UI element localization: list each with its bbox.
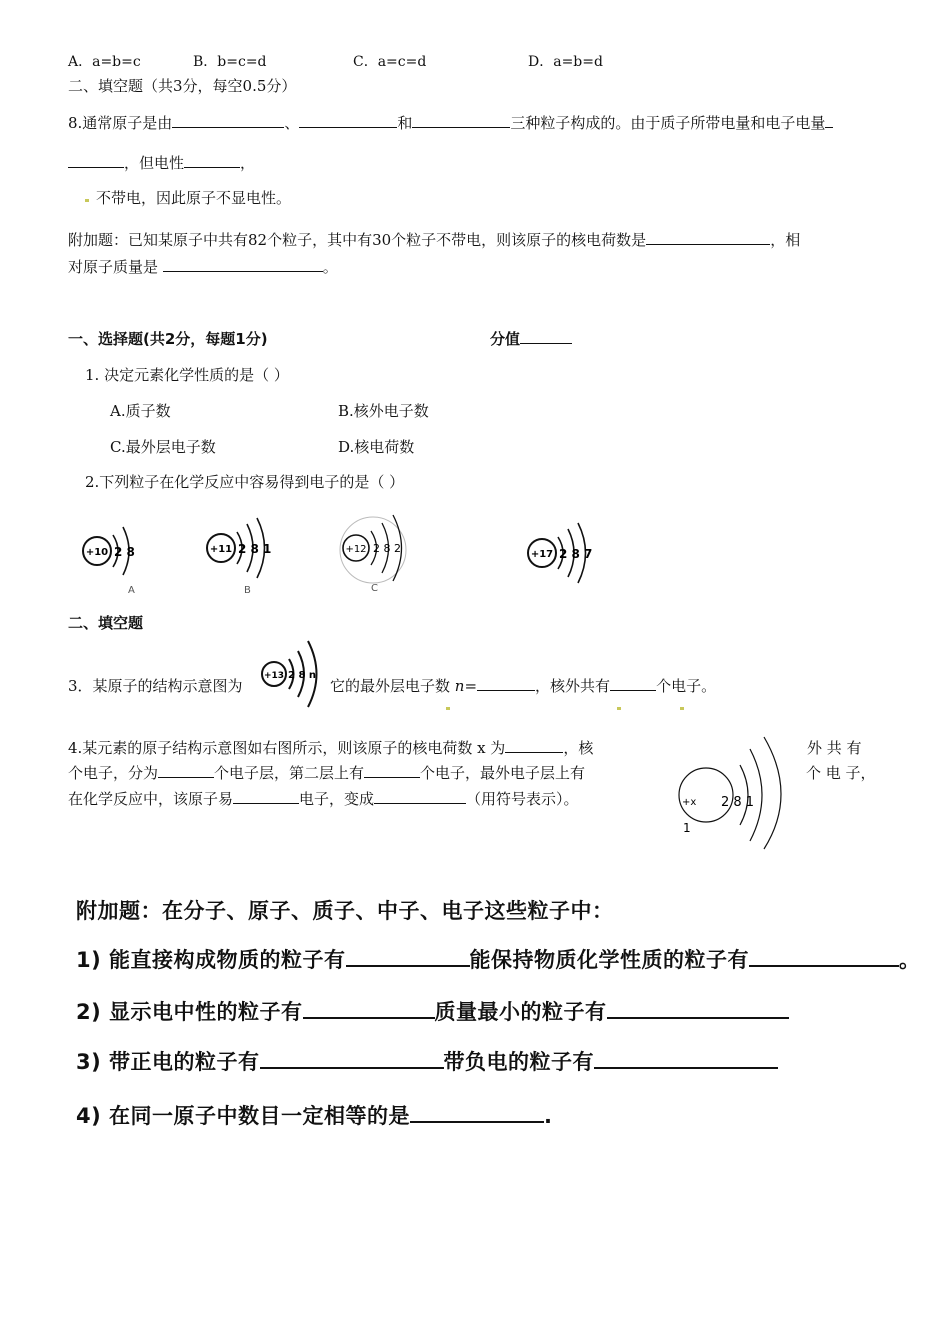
- section-title-fill: 二、填空题（共3分，每空0.5分）: [68, 77, 297, 95]
- nucleus-extra: 1: [683, 821, 691, 835]
- bonus2-text: 3) 带正电的粒子有: [76, 1050, 260, 1074]
- q4-atom-diagram: [672, 735, 807, 850]
- answer-blank[interactable]: [749, 945, 899, 967]
- bonus2-text: 4) 在同一原子中数目一定相等的是: [76, 1104, 411, 1128]
- q3-text: 个电子。: [656, 677, 717, 695]
- q8-sep: 、: [284, 114, 300, 132]
- answer-blank[interactable]: [163, 257, 323, 272]
- shell-electrons: 2 8 7: [559, 547, 593, 561]
- answer-blank[interactable]: [260, 1047, 444, 1069]
- q8-text: 8.通常原子是由: [68, 114, 173, 132]
- atom-diagram-a[interactable]: [78, 515, 148, 595]
- bonus1-text: 附加题：已知某原子中共有82个粒子，其中有30个粒子不带电，则该原子的核电荷数是: [68, 231, 647, 249]
- question-8-line1: [68, 112, 833, 133]
- option-label: C: [371, 583, 378, 594]
- bonus1-line2: [68, 256, 338, 277]
- q4-text: 4.某元素的原子结构示意图如右图所示，则该原子的核电荷数 x 为: [68, 739, 506, 757]
- question-4-line2: [68, 762, 585, 783]
- answer-blank[interactable]: [410, 1101, 544, 1123]
- bonus2-text: 2) 显示电中性的粒子有: [76, 1000, 303, 1024]
- q3-text: =: [464, 677, 478, 695]
- q8-text: ，但电性: [124, 154, 185, 172]
- bonus2-item-2: [76, 996, 789, 1026]
- bonus1-text: 。: [322, 258, 338, 276]
- answer-blank[interactable]: [646, 230, 770, 245]
- answer-blank[interactable]: [610, 676, 656, 691]
- answer-blank[interactable]: [594, 1047, 778, 1069]
- option-label: A: [128, 585, 135, 595]
- question-1-stem: 1. 决定元素化学性质的是（ ）: [85, 366, 289, 384]
- option-d: D．a=b=d: [528, 54, 603, 70]
- score-text: 分值: [490, 330, 521, 348]
- bonus2-text: 1) 能直接构成物质的粒子有: [76, 948, 346, 972]
- answer-blank[interactable]: [346, 945, 470, 967]
- atom-diagram-c[interactable]: [338, 505, 418, 595]
- shell-electrons: 2 8 2: [373, 542, 401, 555]
- question-3-text2: [330, 675, 716, 696]
- bonus1-text: ，相: [770, 231, 801, 249]
- question-4-line1: [68, 737, 593, 758]
- q8-sep: 和: [397, 114, 413, 132]
- q3-text: 它的最外层电子数: [330, 677, 451, 695]
- answer-blank[interactable]: [607, 997, 789, 1019]
- section-title-fill-in: 二、填空题: [68, 614, 144, 632]
- nucleus-charge: +11: [209, 544, 233, 555]
- shell-electrons: 2 8 1: [238, 542, 272, 556]
- nucleus-charge: +x: [682, 797, 697, 808]
- bonus2-text: .: [544, 1104, 553, 1128]
- question-8-line3: 不带电，因此原子不显电性。: [96, 189, 292, 207]
- q8-text: 三种粒子构成的。由于质子所带电量和电子电量: [510, 114, 826, 132]
- q4-line1-right: 外 共 有: [807, 739, 862, 757]
- bonus1-text: 对原子质量是: [68, 258, 159, 276]
- q1-option-d: D.核电荷数: [338, 438, 415, 456]
- nucleus-charge: +12: [345, 544, 367, 555]
- q1-option-a: A.质子数: [110, 402, 171, 420]
- scan-speck: [680, 707, 684, 710]
- answer-blank[interactable]: [172, 113, 284, 128]
- q3-text: ，核外共有: [535, 677, 611, 695]
- option-b: B．b=c=d: [193, 54, 267, 70]
- answer-blank[interactable]: [158, 763, 214, 778]
- nucleus-charge: +17: [530, 549, 554, 560]
- scan-speck: [85, 199, 89, 202]
- score-blank[interactable]: [520, 329, 572, 344]
- bonus2-item-1: [76, 944, 921, 974]
- nucleus-charge: +10: [85, 547, 109, 558]
- answer-blank[interactable]: [374, 789, 466, 804]
- bonus2-text: 质量最小的粒子有: [434, 1000, 607, 1024]
- answer-blank[interactable]: [233, 789, 299, 804]
- option-label: B: [244, 585, 251, 595]
- q4-text: 个电子，分为: [68, 764, 159, 782]
- atom-diagram-d[interactable]: [523, 515, 598, 590]
- q4-text: （用符号表示）。: [466, 790, 579, 808]
- answer-blank[interactable]: [505, 738, 563, 753]
- bonus2-text: 带负电的粒子有: [443, 1050, 595, 1074]
- q8-text: ，: [240, 154, 256, 172]
- bonus2-title: 附加题：在分子、原子、质子、中子、电子这些粒子中：: [76, 899, 614, 923]
- bonus2-item-4: [76, 1100, 553, 1130]
- q4-text: 电子，变成: [299, 790, 375, 808]
- answer-blank[interactable]: [184, 153, 240, 168]
- q4-line2-right: 个 电 子，: [806, 764, 876, 782]
- question-8-line2: [68, 152, 255, 173]
- bonus2-item-3: [76, 1046, 778, 1076]
- option-c: C．a=c=d: [353, 54, 427, 70]
- bonus2-text: 。: [899, 948, 921, 972]
- q4-text: 在化学反应中，该原子易: [68, 790, 234, 808]
- q4-text: 个电子，最外电子层上有: [420, 764, 586, 782]
- scan-speck: [446, 707, 450, 710]
- q3-variable: n: [454, 677, 465, 695]
- bonus1-line1: [68, 229, 800, 250]
- answer-blank[interactable]: [68, 153, 124, 168]
- answer-blank[interactable]: [825, 113, 833, 128]
- answer-blank[interactable]: [477, 676, 535, 691]
- question-3-text1: 3．某原子的结构示意图为: [68, 677, 243, 695]
- q4-text: ，核: [563, 739, 594, 757]
- answer-blank[interactable]: [412, 113, 510, 128]
- q4-text: 个电子层，第二层上有: [214, 764, 365, 782]
- shell-electrons: 2 8 n: [288, 670, 316, 681]
- nucleus-charge: +13: [263, 671, 285, 681]
- scan-speck: [617, 707, 621, 710]
- q1-option-c: C.最外层电子数: [110, 438, 216, 456]
- answer-blank[interactable]: [364, 763, 420, 778]
- score-label: [490, 328, 572, 349]
- answer-blank[interactable]: [303, 997, 435, 1019]
- question-2-stem: 2.下列粒子在化学反应中容易得到电子的是（ ）: [85, 473, 405, 491]
- shell-electrons: 2 8: [114, 545, 135, 559]
- option-a: A．a=b=c: [68, 54, 141, 70]
- atom-diagram-b[interactable]: [202, 508, 282, 595]
- q1-option-b: B.核外电子数: [338, 402, 429, 420]
- shell-electrons: 2 8 1: [721, 795, 755, 810]
- shell-arc: [764, 737, 781, 849]
- answer-blank[interactable]: [299, 113, 397, 128]
- section-title-choice: 一、选择题(共2分，每题1分): [68, 330, 268, 348]
- bonus2-text: 能保持物质化学性质的粒子有: [469, 948, 750, 972]
- question-4-line3: [68, 788, 579, 809]
- q3-atom-diagram: [258, 635, 326, 713]
